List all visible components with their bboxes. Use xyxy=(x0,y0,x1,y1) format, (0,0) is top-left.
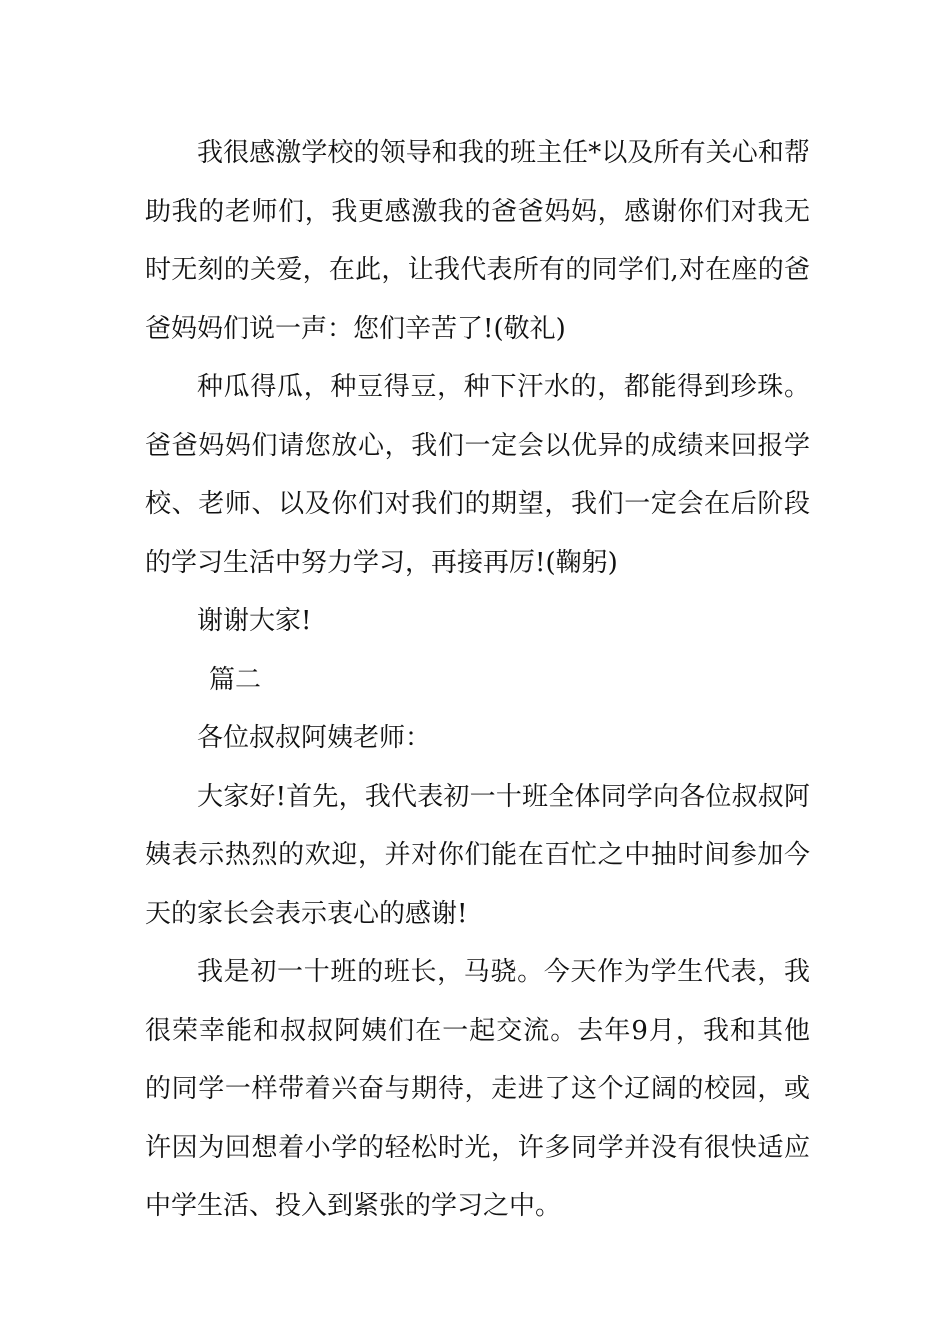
salutation: 各位叔叔阿姨老师： xyxy=(197,723,432,753)
section-heading: 篇二 xyxy=(209,664,262,695)
paragraph-promise: 种瓜得瓜，种豆得豆，种下汗水的，都能得到珍珠。爸爸妈妈们请您放心，我们一定会以优异的成绩来回报学校、老师、以及你们对我们的期望，我们一定会在后阶段的学习生活中努力学习，再接再厉!(鞠躬) xyxy=(145,372,810,578)
paragraph-greeting: 大家好!首先，我代表初一十班全体同学向各位叔叔阿姨表示热烈的欢迎，并对你们能在百忙之中抽时间参加今天的家长会表示衷心的感谢! xyxy=(145,781,810,929)
paragraph-thanks-teachers: 我很感激学校的领导和我的班主任*以及所有关心和帮助我的老师们，我更感激我的爸爸妈妈，感谢你们对我无时无刻的关爱，在此，让我代表所有的同学们,对在座的爸爸妈妈们说一声：您们辛苦了!(敬礼) xyxy=(145,138,810,344)
paragraph-thank-you: 谢谢大家! xyxy=(197,606,312,636)
paragraph-introduction: 我是初一十班的班长，马骁。今天作为学生代表，我很荣幸能和叔叔阿姨们在一起交流。去年9月，我和其他的同学一样带着兴奋与期待，走进了这个辽阔的校园，或许因为回想着小学的轻松时光，许多同学并没有很快适应中学生活、投入到紧张的学习之中。 xyxy=(145,957,810,1221)
document-body xyxy=(145,124,810,1236)
